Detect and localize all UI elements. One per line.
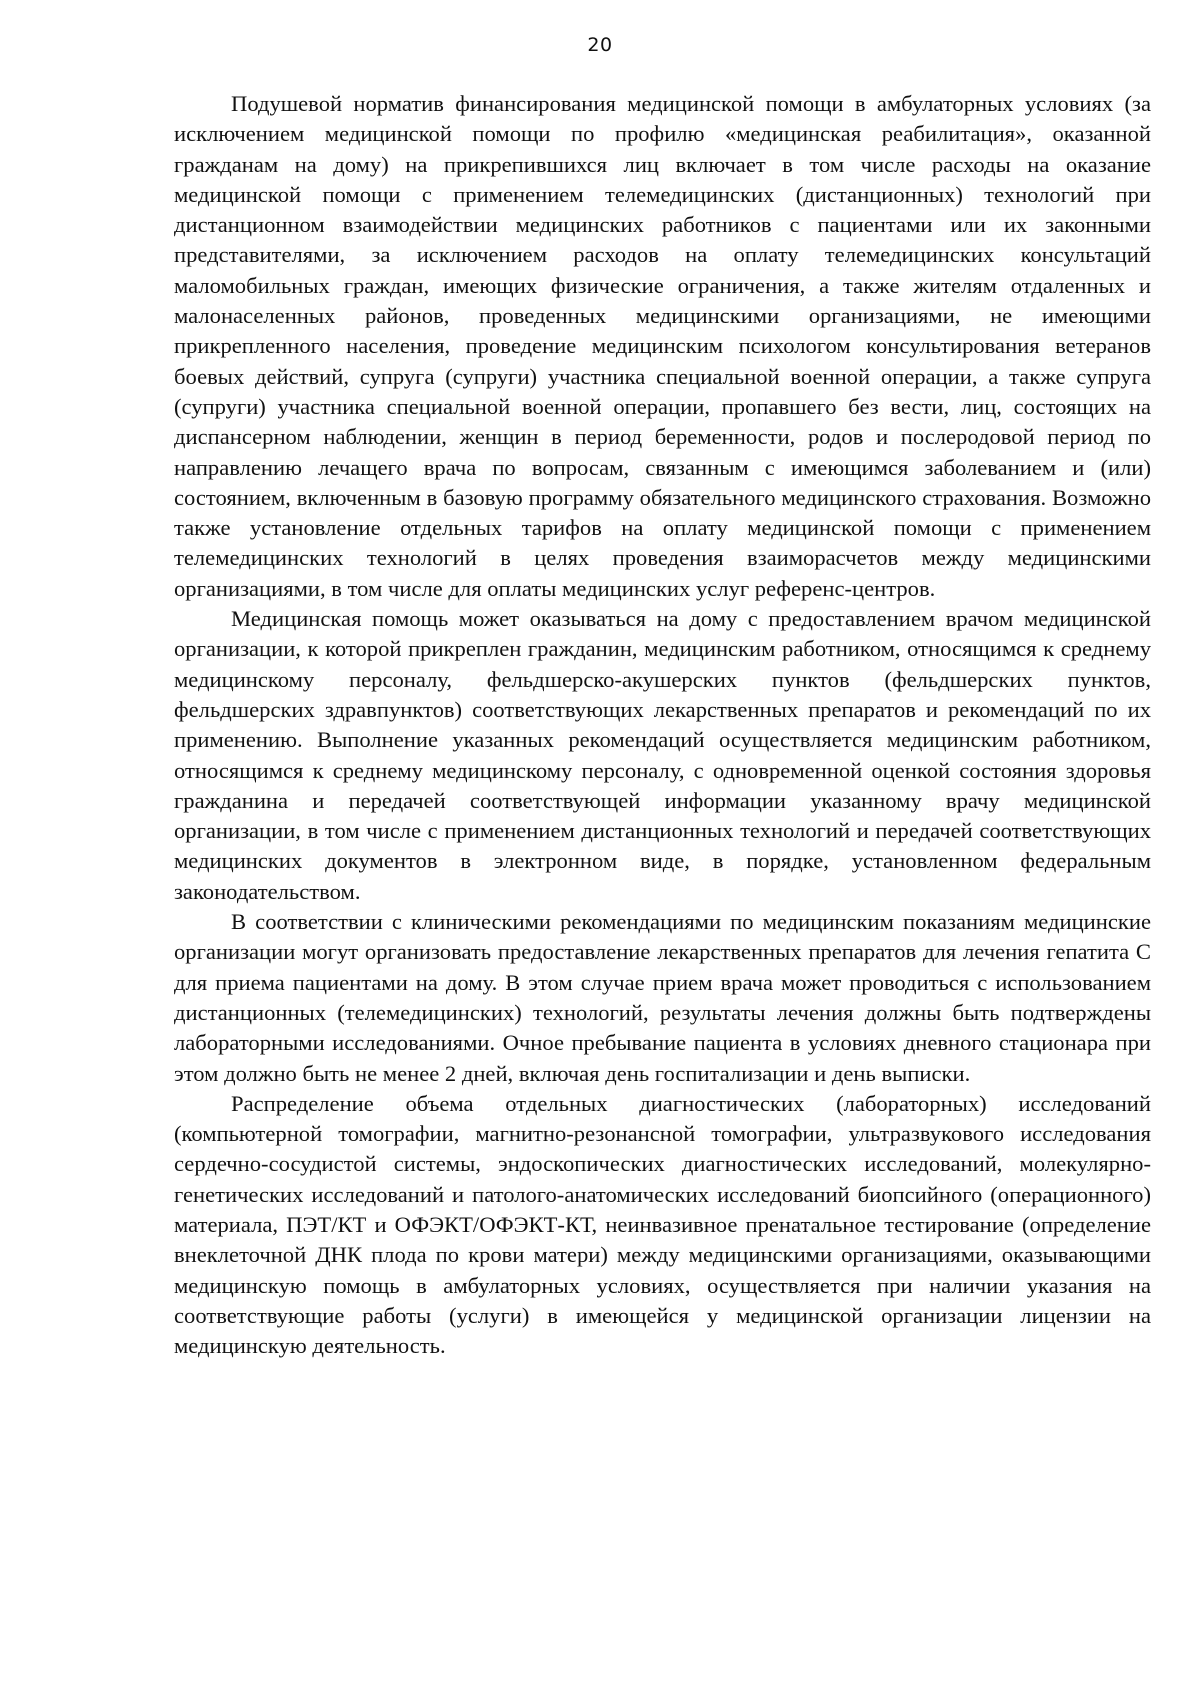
paragraph-diagnostic-distribution: Распределение объема отдельных диагностических (лабораторных) исследований (компьютерной томографии, магнитно-резонансной томографии, ультразвукового исследования сердечно-сосудистой системы, эндоскопических диагностических исследований, молекулярно-генетических исследований и патолого-анатомических исследований биопсийного (операционного) материала, ПЭТ/КТ и ОФЭКТ/ОФЭКТ-КТ, неинвазивное пренатальное тестирование (определение внеклеточной ДНК плода по крови матери) между медицинскими организациями, оказывающими медицинскую помощь в амбулаторных условиях, осуществляется при наличии указания на соответствующие работы (услуги) в имеющейся у медицинской организации лицензии на медицинскую деятельность. [174,1090,1151,1359]
paragraph-capitation-standard: Подушевой норматив финансирования медицинской помощи в амбулаторных условиях (за исключением медицинской помощи по профилю «медицинская реабилитация», оказанной гражданам на дому) на прикрепившихся лиц включает в том числе расходы на оказание медицинской помощи с применением телемедицинских (дистанционных) технологий при дистанционном взаимодействии медицинских работников с пациентами или их законными представителями, за исключением расходов на оплату телемедицинских консультаций маломобильных граждан, имеющих физические ограничения, а также жителям отдаленных и малонаселенных районов, проведенных медицинскими организациями, не имеющими прикрепленного населения, проведение медицинским психологом консультирования ветеранов боевых действий, супруга (супруги) участника специальной военной операции, а также супруга (супруги) участника специальной военной операции, пропавшего без вести, лиц, состоящих на диспансерном наблюдении, женщин в период беременности, родов и послеродовой период по направлению лечащего врача по вопросам, связанным с имеющимся заболеванием и (или) состоянием, включенным в базовую программу обязательного медицинского страхования. Возможно также установление отдельных тарифов на оплату медицинской помощи с применением телемедицинских технологий в целях проведения взаиморасчетов между медицинскими организациями, в том числе для оплаты медицинских услуг референс-центров. [174,91,1151,601]
document-body [174,89,1151,1361]
paragraph-hepatitis-c: В соответствии с клиническими рекомендациями по медицинским показаниям медицинские организации могут организовать предоставление лекарственных препаратов для лечения гепатита С для приема пациентами на дому. В этом случае прием врача может проводиться с использованием дистанционных (телемедицинских) технологий, результаты лечения должны быть подтверждены лабораторными исследованиями. Очное пребывание пациента в условиях дневного стационара при этом должно быть не менее 2 дней, включая день госпитализации и день выписки. [174,909,1151,1086]
page-number: 20 [587,34,613,56]
paragraph-home-care: Медицинская помощь может оказываться на дому с предоставлением врачом медицинской организации, к которой прикреплен гражданин, медицинским работником, относящимся к среднему медицинскому персоналу, фельдшерско-акушерских пунктов (фельдшерских пунктов, фельдшерских здравпунктов) соответствующих лекарственных препаратов и рекомендаций по их применению. Выполнение указанных рекомендаций осуществляется медицинским работником, относящимся к среднему медицинскому персоналу, с одновременной оценкой состояния здоровья гражданина и передачей соответствующей информации указанному врачу медицинской организации, в том числе с применением дистанционных технологий и передачей соответствующих медицинских документов в электронном виде, в порядке, установленном федеральным законодательством. [174,606,1151,904]
